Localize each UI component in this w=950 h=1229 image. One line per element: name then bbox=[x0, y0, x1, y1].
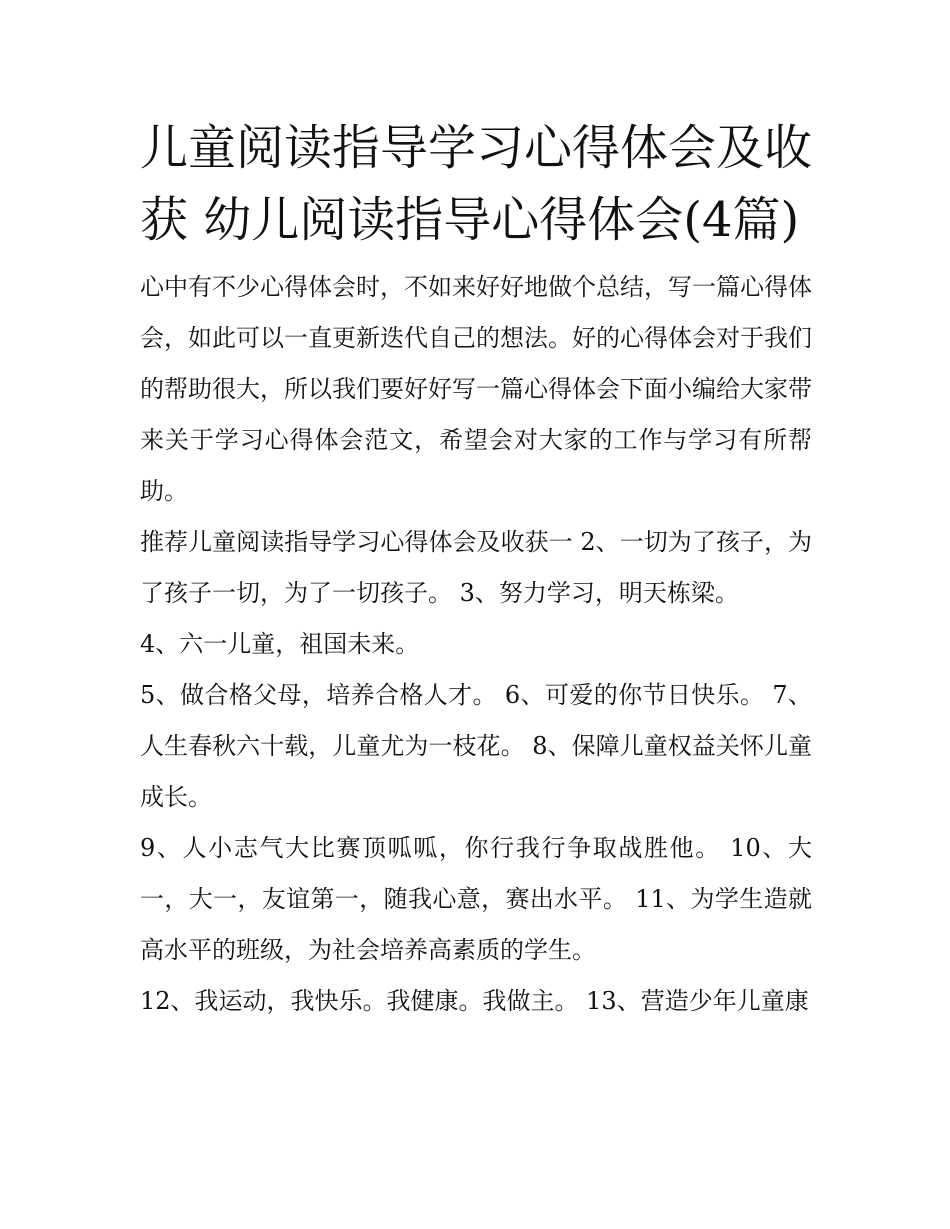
paragraph-item-4: 4、六一儿童，祖国未来。 bbox=[140, 630, 420, 658]
document-title: 儿童阅读指导学习心得体会及收获 幼儿阅读指导心得体会(4篇) bbox=[140, 120, 813, 248]
paragraph-items-12-13: 12、我运动，我快乐。我健康。我做主。 13、营造少年儿童康 bbox=[140, 987, 809, 1015]
document-body bbox=[140, 112, 812, 1027]
paragraph-items-5-8: 5、做合格父母，培养合格人才。 6、可爱的你节日快乐。 7、人生春秋六十载，儿童尤为一枝花。 8、保障儿童权益关怀儿童成长。 bbox=[140, 681, 812, 811]
paragraph-recommend: 推荐儿童阅读指导学习心得体会及收获一 2、一切为了孩子，为了孩子一切，为了一切孩子。 3、努力学习，明天栋梁。 bbox=[140, 528, 812, 607]
paragraph-items-9-11: 9、人小志气大比赛顶呱呱，你行我行争取战胜他。 10、大一，大一，友谊第一，随我心意，赛出水平。 11、为学生造就高水平的班级，为社会培养高素质的学生。 bbox=[140, 834, 812, 964]
paragraph-intro: 心中有不少心得体会时，不如来好好地做个总结，写一篇心得体会，如此可以一直更新迭代自己的想法。好的心得体会对于我们的帮助很大，所以我们要好好写一篇心得体会下面小编给大家带来关于学习心得体会范文，希望会对大家的工作与学习有所帮助。 bbox=[140, 273, 812, 505]
